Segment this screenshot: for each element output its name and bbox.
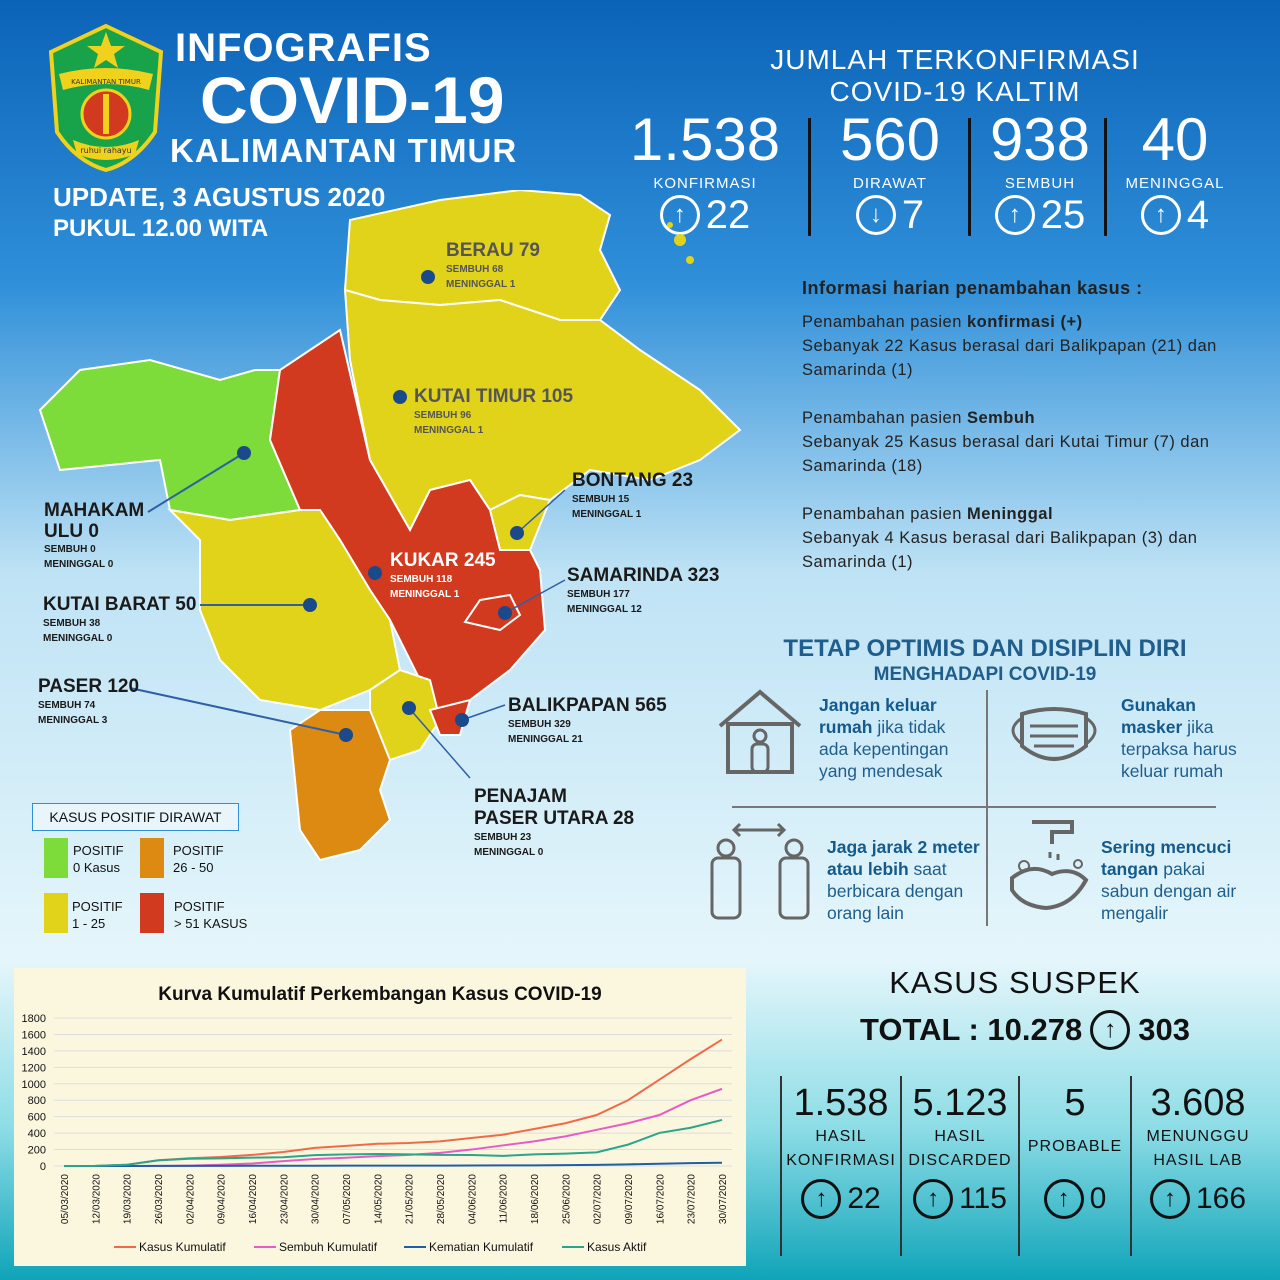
y-tick-label: 800 (27, 1095, 46, 1108)
totals-title-1: JUMLAH TERKONFIRMASI (770, 44, 1140, 75)
daily-konfirmasi: Penambahan pasien konfirmasi (+) Sebanyak 22 Kasus berasal dari Balikpapan (21) dan Samarinda (1) (802, 313, 1217, 379)
daily-sembuh: Penambahan pasien Sembuh Sebanyak 25 Kasus berasal dari Kutai Timur (7) dan Samarinda (18) (802, 409, 1210, 475)
y-tick-label: 1000 (21, 1078, 46, 1091)
update-date: UPDATE, 3 AGUSTUS 2020 (53, 182, 386, 212)
x-tick-label: 16/04/2020 (248, 1174, 259, 1225)
arrow-down-icon: ↓ (856, 195, 896, 235)
tip-mask: Gunakan masker jika terpaksa harus keluar rumah (1121, 695, 1237, 781)
divider (732, 806, 1216, 808)
legend-swatch (44, 893, 68, 933)
y-tick-label: 1200 (21, 1062, 46, 1075)
region-kutai-timur: KUTAI TIMUR 105 SEMBUH 96 MENINGGAL 1 (414, 386, 574, 436)
y-tick-label: 1400 (21, 1045, 46, 1058)
daily-meninggal: Penambahan pasien Meninggal Sebanyak 4 Kasus berasal dari Balikpapan (3) dan Samarinda (1) (802, 505, 1198, 571)
handwash-icon (1002, 818, 1096, 914)
title-covid: COVID-19 (200, 63, 505, 137)
arrow-up-icon: ↑ (913, 1179, 953, 1219)
region-samarinda: SAMARINDA 323 SEMBUH 177 MENINGGAL 12 (567, 565, 720, 615)
legend-item: POSITIF > 51 KASUS (174, 899, 248, 931)
y-tick-label: 600 (27, 1111, 46, 1124)
x-tick-label: 18/06/2020 (530, 1174, 541, 1225)
suspek-title: KASUS SUSPEK (889, 965, 1141, 1000)
x-tick-label: 28/05/2020 (436, 1174, 447, 1225)
title-infografis: INFOGRAFIS (175, 26, 432, 70)
distance-icon (704, 822, 814, 922)
x-tick-label: 21/05/2020 (404, 1174, 416, 1225)
x-tick-label: 19/03/2020 (122, 1174, 134, 1225)
x-tick-label: 04/06/2020 (467, 1174, 479, 1225)
suspek-total: TOTAL : 10.278 ↑ 303 (860, 1010, 1190, 1050)
arrow-up-icon: ↑ (995, 195, 1035, 235)
arrow-up-icon: ↑ (1141, 195, 1181, 235)
region-paser: PASER 120 SEMBUH 74 MENINGGAL 3 (38, 676, 140, 726)
region-balikpapan: BALIKPAPAN 565 SEMBUH 329 MENINGGAL 21 (508, 695, 667, 745)
divider (968, 118, 971, 236)
legend-swatch (44, 838, 68, 878)
arrow-up-icon: ↑ (1150, 1179, 1190, 1219)
legend-item: POSITIF 0 Kasus (73, 843, 124, 875)
legend-label: Kasus Kumulatif (139, 1240, 226, 1254)
arrow-up-icon: ↑ (660, 195, 700, 235)
suspek-menunggu: 3.608 MENUNGGU HASIL LAB ↑ 166 (1132, 1082, 1264, 1219)
y-tick-label: 200 (27, 1144, 46, 1157)
legend-label: Kematian Kumulatif (429, 1240, 534, 1254)
region-kukar: KUKAR 245 SEMBUH 118 MENINGGAL 1 (390, 550, 496, 600)
series-line (64, 1040, 722, 1166)
x-tick-label: 23/07/2020 (686, 1174, 698, 1225)
svg-text:KALIMANTAN TIMUR: KALIMANTAN TIMUR (71, 78, 141, 86)
x-tick-label: 02/07/2020 (592, 1174, 604, 1225)
legend-label: Sembuh Kumulatif (279, 1240, 378, 1254)
region-kutai-barat: KUTAI BARAT 50 SEMBUH 38 MENINGGAL 0 (43, 594, 197, 644)
x-tick-label: 30/07/2020 (718, 1174, 729, 1225)
y-tick-label: 0 (39, 1161, 46, 1173)
divider (808, 118, 811, 236)
title-region: KALIMANTAN TIMUR (170, 132, 518, 169)
tip-distance: Jaga jarak 2 meter atau lebih saat berbicara dengan orang lain (827, 837, 980, 923)
suspek-konfirmasi: 1.538 HASIL KONFIRMASI ↑ 22 (782, 1082, 900, 1219)
x-tick-label: 09/07/2020 (624, 1174, 635, 1225)
x-tick-label: 25/06/2020 (561, 1174, 573, 1225)
legend-swatch (140, 893, 164, 933)
x-tick-label: 02/04/2020 (185, 1174, 197, 1225)
x-tick-label: 11/06/2020 (498, 1174, 510, 1224)
legend-title: KASUS POSITIF DIRAWAT (32, 803, 239, 831)
tip-stay-home: Jangan keluar rumah jika tidak ada kepentingan yang mendesak (819, 695, 949, 781)
svg-text:ruhui rahayu: ruhui rahayu (80, 146, 132, 155)
stat-meninggal: 40 MENINGGAL ↑ 4 (1125, 106, 1225, 237)
update-time: PUKUL 12.00 WITA (53, 215, 269, 242)
emblem-logo (45, 22, 167, 172)
arrow-up-icon: ↑ (1090, 1010, 1130, 1050)
arrow-up-icon: ↑ (801, 1179, 841, 1219)
tips-title: TETAP OPTIMIS DAN DISIPLIN DIRI (783, 635, 1187, 662)
divider (986, 690, 988, 926)
y-tick-label: 400 (27, 1128, 46, 1141)
region-mahakam-ulu: MAHAKAM ULU 0 SEMBUH 0 MENINGGAL 0 (44, 500, 145, 570)
region-penajam: PENAJAM PASER UTARA 28 SEMBUH 23 MENINGGAL 0 (474, 786, 635, 858)
stat-dirawat: 560 DIRAWAT ↓ 7 (839, 106, 941, 237)
x-tick-label: 14/05/2020 (373, 1174, 385, 1225)
x-tick-label: 07/05/2020 (342, 1174, 353, 1225)
legend-swatch (140, 838, 164, 878)
tip-handwash: Sering mencuci tangan pakai sabun dengan air mengalir (1101, 837, 1237, 923)
legend-item: POSITIF 1 - 25 (72, 899, 123, 931)
x-tick-label: 05/03/2020 (60, 1174, 71, 1225)
x-tick-label: 16/07/2020 (655, 1174, 667, 1225)
x-tick-label: 09/04/2020 (216, 1174, 228, 1225)
x-tick-label: 12/03/2020 (91, 1174, 103, 1225)
legend-item: POSITIF 26 - 50 (173, 843, 224, 875)
daily-title: Informasi harian penambahan kasus : (802, 278, 1143, 298)
suspek-discarded: 5.123 HASIL DISCARDED ↑ 115 (902, 1082, 1018, 1219)
cumulative-chart (14, 968, 746, 1266)
y-tick-label: 1600 (21, 1029, 46, 1042)
y-tick-label: 1800 (21, 1013, 46, 1025)
suspek-probable: 5 PROBABLE ↑ 0 (1020, 1082, 1130, 1219)
mask-icon (1002, 700, 1106, 772)
tips-subtitle: MENGHADAPI COVID-19 (873, 664, 1097, 685)
divider (1104, 118, 1107, 236)
house-icon (714, 686, 806, 778)
totals-title-2: COVID-19 KALTIM (829, 76, 1081, 107)
stat-sembuh: 938 SEMBUH ↑ 25 (989, 106, 1091, 237)
region-berau: BERAU 79 SEMBUH 68 MENINGGAL 1 (446, 240, 540, 290)
x-tick-label: 30/04/2020 (310, 1174, 322, 1225)
chart-title: Kurva Kumulatif Perkembangan Kasus COVID-19 (158, 984, 602, 1005)
x-tick-label: 23/04/2020 (279, 1174, 291, 1225)
region-bontang: BONTANG 23 SEMBUH 15 MENINGGAL 1 (572, 470, 694, 520)
x-tick-label: 26/03/2020 (154, 1174, 165, 1225)
arrow-up-icon: ↑ (1044, 1179, 1084, 1219)
legend-label: Kasus Aktif (587, 1240, 647, 1254)
stat-konfirmasi: 1.538 KONFIRMASI ↑ 22 (629, 106, 781, 237)
